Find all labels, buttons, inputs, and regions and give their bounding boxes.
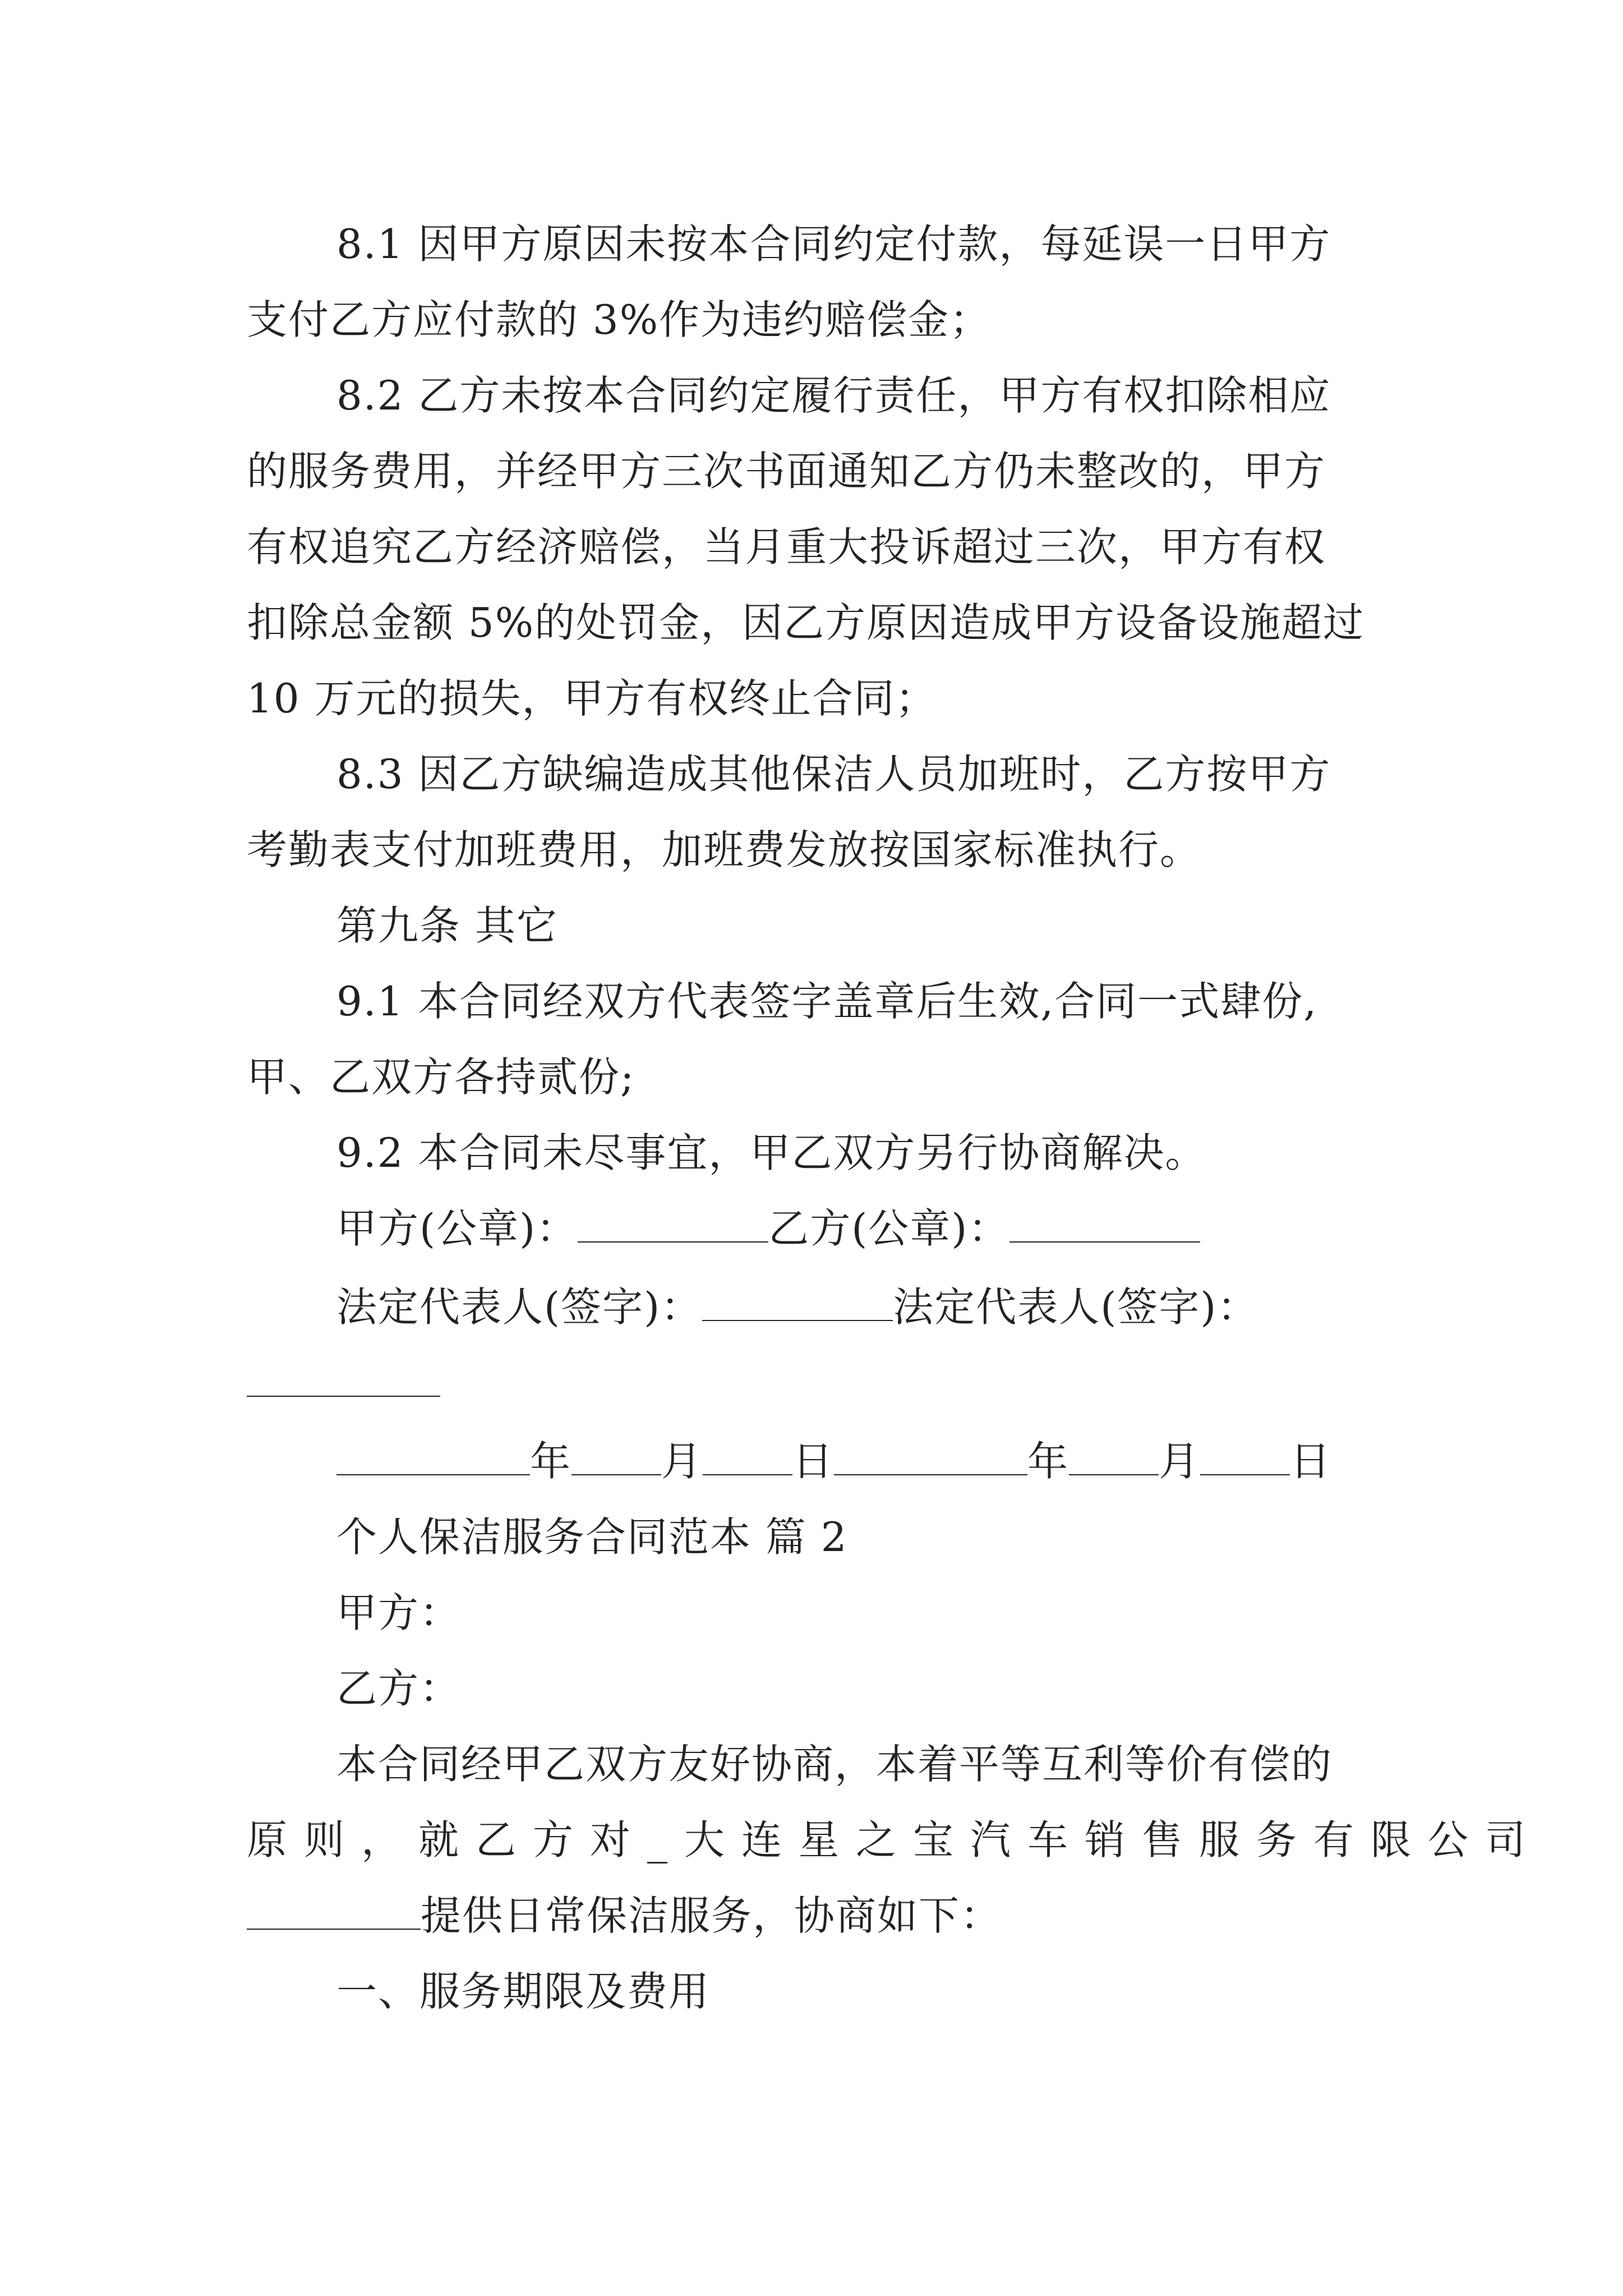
clause-9-2: 9.2 本合同未尽事宜，甲乙双方另行协商解决。 xyxy=(336,1129,1207,1176)
intro-line-1: 本合同经甲乙双方友好协商，本着平等互利等价有偿的 xyxy=(336,1741,1333,1788)
clause-8-2-line-2: 的服务费用，并经甲方三次书面通知乙方仍未整改的，甲方 xyxy=(247,448,1326,495)
party-a-month-label: 月 xyxy=(661,1438,703,1485)
clause-8-1-line-2: 支付乙方应付款的 3%作为违约赔偿金； xyxy=(247,296,992,343)
seal-row xyxy=(336,1200,1200,1257)
party-a-day-blank xyxy=(703,1435,792,1475)
party-b-month-blank xyxy=(1069,1435,1159,1475)
intro-line-3: 提供日常保洁服务，协商如下： xyxy=(421,1892,1002,1939)
intro-line-2: 原则，就乙方对_大连星之宝汽车销售服务有限公司 xyxy=(247,1816,1543,1864)
party-b-day-blank xyxy=(1200,1435,1290,1475)
party-b-day-label: 日 xyxy=(1290,1438,1332,1485)
section-title: 个人保洁服务合同范本 篇 2 xyxy=(336,1513,848,1561)
clause-8-1-line-1: 8.1 因甲方原因未按本合同约定付款，每延误一日甲方 xyxy=(336,220,1331,268)
party-a-label: 甲方： xyxy=(336,1589,462,1636)
party-a-year-label: 年 xyxy=(530,1438,572,1485)
clause-8-2-line-1: 8.2 乙方未按本合同约定履行责任，甲方有权扣除相应 xyxy=(336,372,1331,419)
party-a-year-blank xyxy=(336,1435,530,1475)
clause-8-3-line-2: 考勤表支付加班费用，加班费发放按国家标准执行。 xyxy=(247,826,1202,873)
clause-9-1-line-1: 9.1 本合同经双方代表签字盖章后生效,合同一式肆份, xyxy=(336,978,1318,1025)
party-b-legal-rep-label: 法定代表人(签字)： xyxy=(893,1283,1259,1331)
article-9-heading: 第九条 其它 xyxy=(336,902,558,949)
party-b-legal-rep-blank xyxy=(247,1356,440,1397)
heading-service-term: 一、服务期限及费用 xyxy=(336,1968,711,2015)
party-a-day-label: 日 xyxy=(792,1438,834,1485)
party-a-month-blank xyxy=(571,1435,661,1475)
date-row xyxy=(336,1433,1331,1489)
clause-8-2-line-5: 10 万元的损失，甲方有权终止合同； xyxy=(247,675,937,722)
clause-8-2-line-3: 有权追究乙方经济赔偿，当月重大投诉超过三次，甲方有权 xyxy=(247,523,1326,570)
party-a-seal-label: 甲方(公章)： xyxy=(336,1205,578,1252)
clause-8-3-line-1: 8.3 因乙方缺编造成其他保洁人员加班时，乙方按甲方 xyxy=(336,751,1331,798)
party-b-seal-label: 乙方(公章)： xyxy=(768,1205,1010,1252)
party-b-year-blank xyxy=(834,1435,1027,1475)
clause-9-1-line-2: 甲、乙双方各持贰份; xyxy=(247,1053,635,1101)
intro-blank xyxy=(247,1889,421,1930)
legal-rep-b-blank-row xyxy=(247,1355,440,1411)
party-a-legal-rep-label: 法定代表人(签字)： xyxy=(336,1283,703,1331)
party-b-month-label: 月 xyxy=(1159,1438,1201,1485)
intro-line-3-row xyxy=(247,1888,1002,1944)
legal-rep-row xyxy=(336,1279,1258,1335)
party-a-legal-rep-blank xyxy=(702,1281,893,1321)
party-b-label: 乙方： xyxy=(336,1665,462,1712)
party-b-year-label: 年 xyxy=(1027,1438,1069,1485)
party-a-seal-blank xyxy=(578,1202,768,1243)
clause-8-2-line-4: 扣除总金额 5%的处罚金，因乙方原因造成甲方设备设施超过 xyxy=(247,599,1365,646)
party-b-seal-blank xyxy=(1009,1202,1200,1243)
